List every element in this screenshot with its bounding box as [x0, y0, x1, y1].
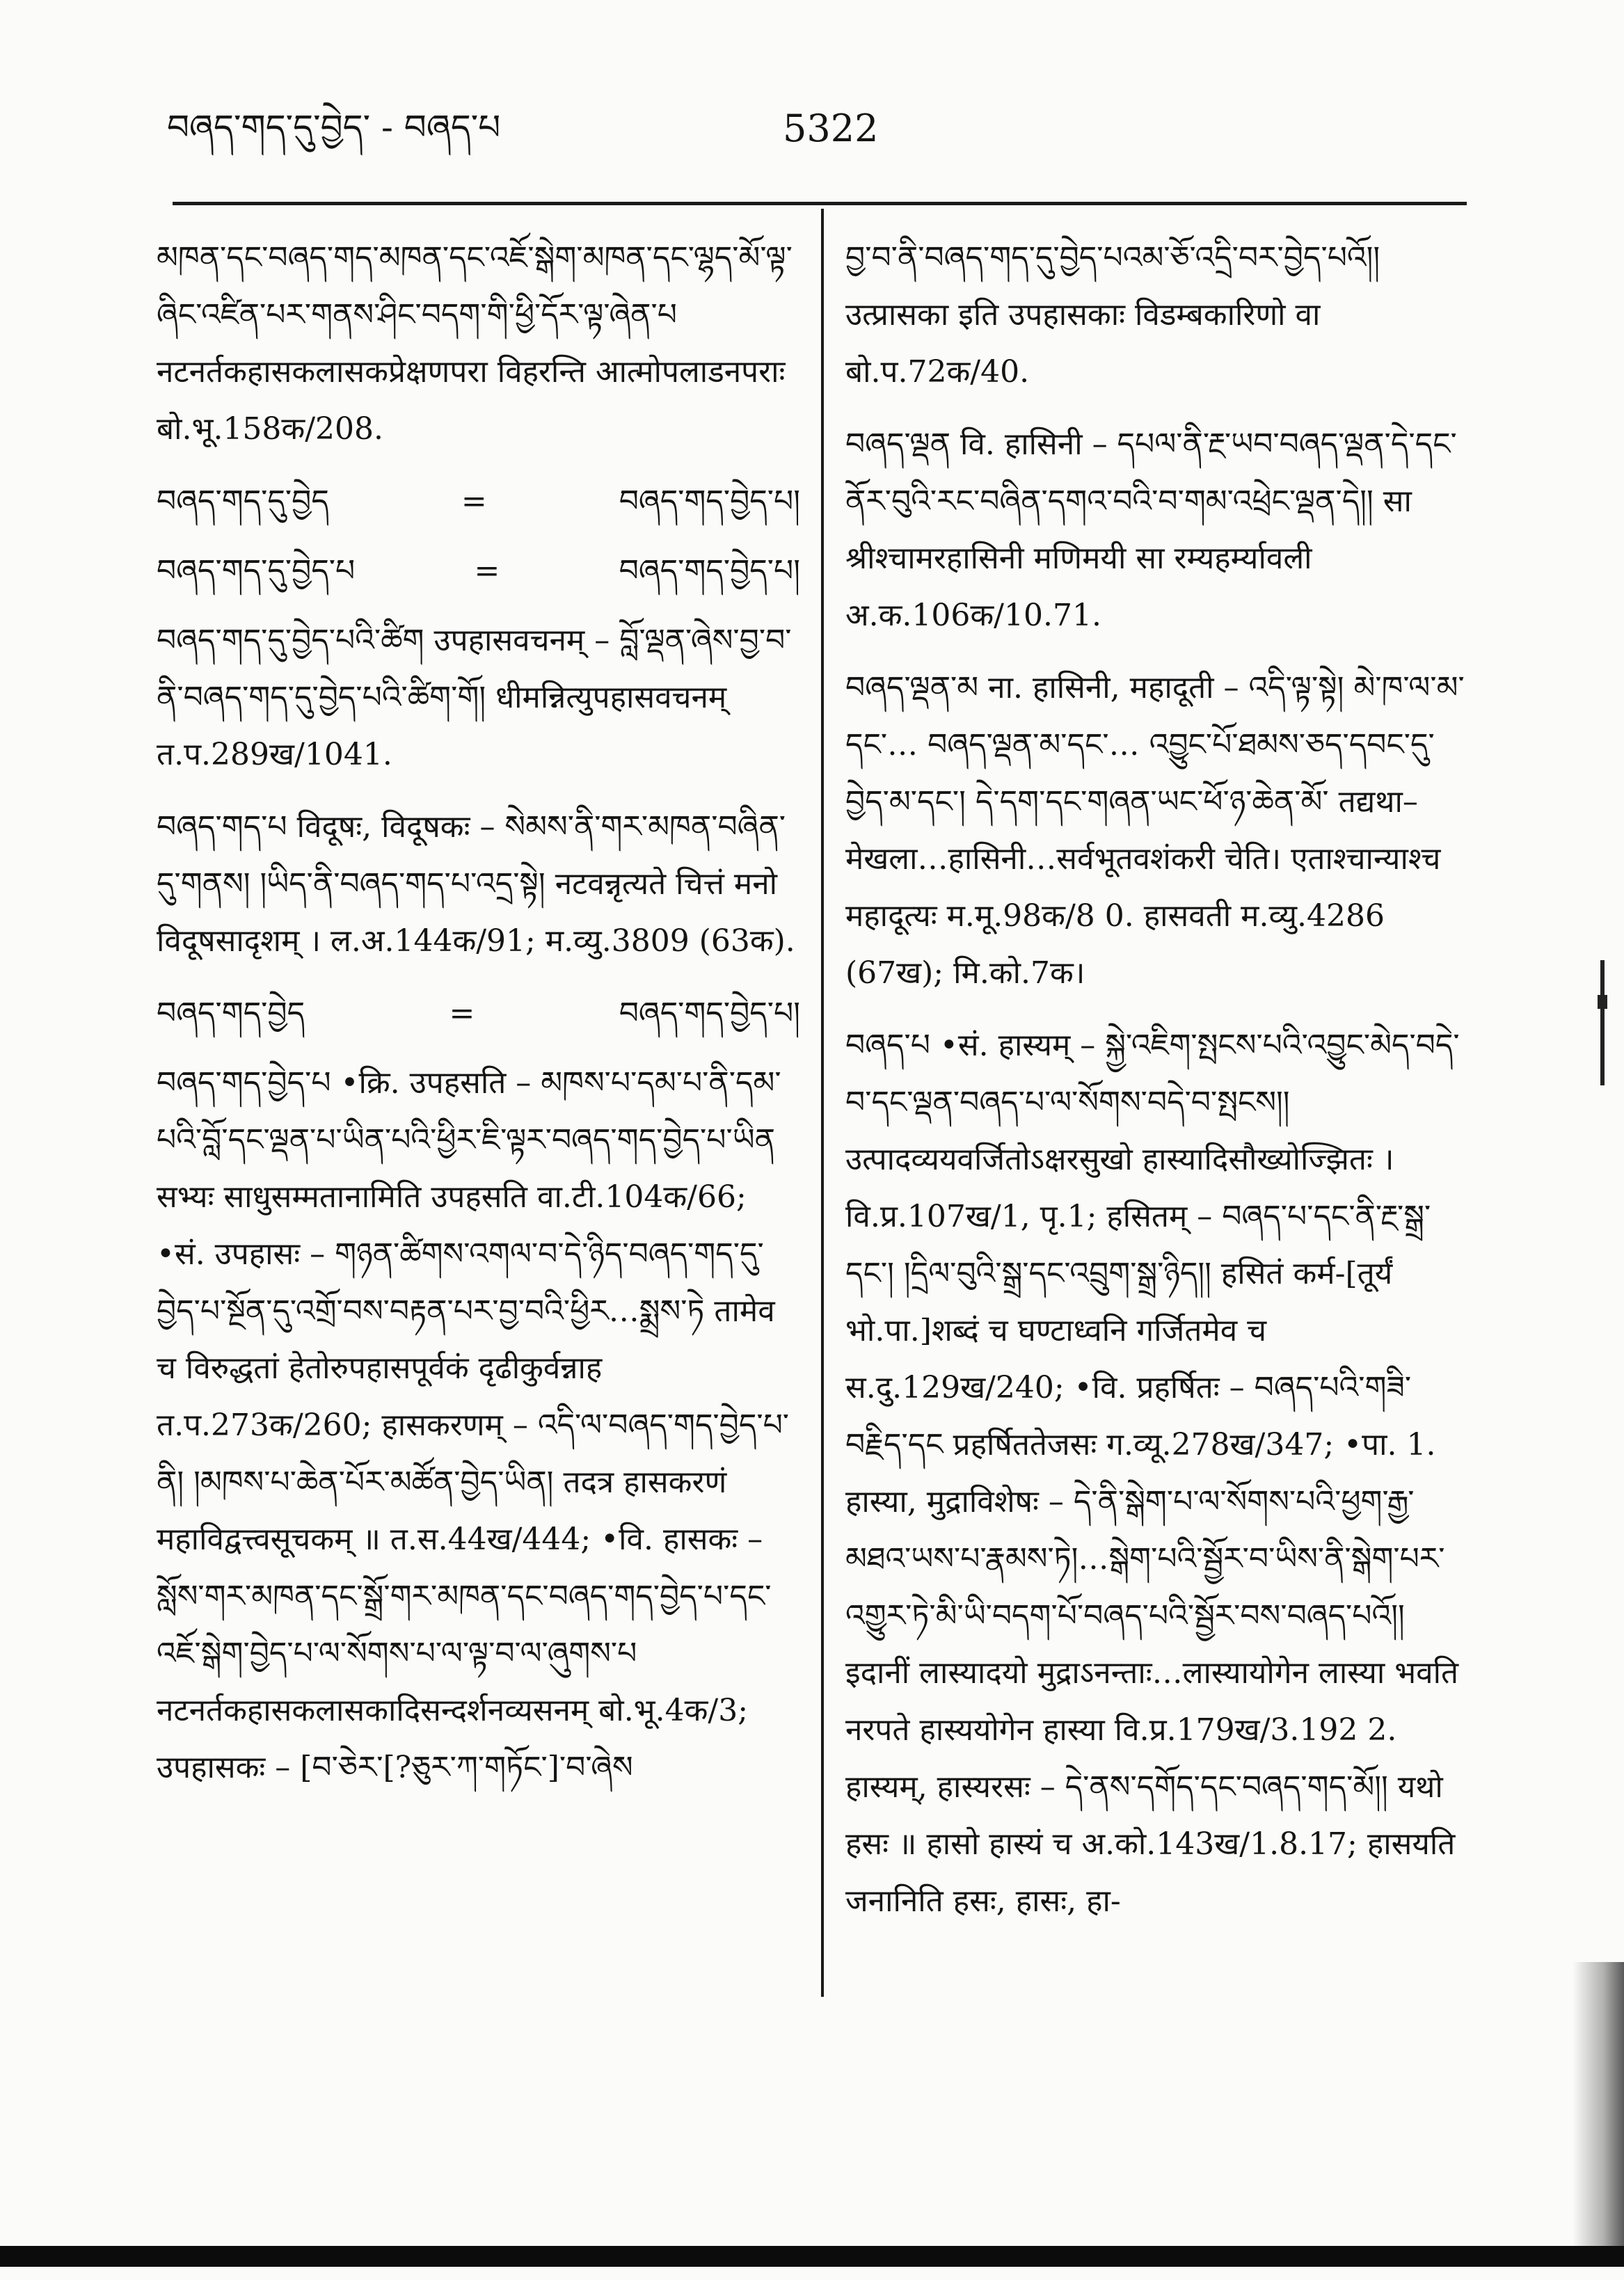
right-column: [845, 230, 1468, 1945]
entry-text: བཞད་གད་པ विदूषः, विदूषकः – སེམས་ནི་གར་མཁན་བཞིན་དུ་གནས། །ཡིད་ནི་བཞད་གད་པ་འདྲ་སྟེ། नटवन्नृत्यते चित्तं मनो विदूषसादृशम् । ल.अ.144क/91; म.व्यु.3809 (63क).: [157, 809, 795, 959]
headword: བཞད་གད་བྱེད: [157, 996, 305, 1031]
header-rule: [173, 202, 1467, 205]
page-number: 5322: [783, 106, 879, 150]
entry-text: བཞད་གད་དུ་བྱེད་པའི་ཚིག उपहासवचनम् – བློ་ལྡན་ཞེས་བྱ་བ་ནི་བཞད་གད་དུ་བྱེད་པའི་ཚིག་གོ། धीमन्नित्युपहासवचनम् त.प.289ख/1041.: [157, 623, 792, 772]
entry: [157, 799, 800, 970]
entry: [157, 1055, 800, 1796]
entry-text: བྱ་བ་ནི་བཞད་གད་དུ་བྱེད་པའམ་ཅོ་འདྲི་བར་བྱེད་པའོ།། उत्प्रासका इति उपहासकाः विडम्बकारिणो वा बो.प.72क/40.: [845, 240, 1380, 390]
cross-reference: [157, 985, 800, 1042]
entry: [845, 1017, 1468, 1930]
equals-sign: =: [461, 484, 487, 519]
entry: [157, 612, 800, 783]
cross-reference: [157, 543, 800, 600]
entry: [845, 416, 1468, 644]
referenced-term: བཞད་གད་བྱེད་པ།: [619, 996, 800, 1031]
scan-bottom-bar: [0, 2246, 1624, 2267]
scan-edge-mark: [1598, 995, 1607, 1009]
entry: [157, 230, 800, 458]
entry-text: མཁན་དང་བཞད་གད་མཁན་དང་འཇོ་སྒེག་མཁན་དང་ལྷད་མོ་ལྟ་ཞིང་འཛིན་པར་གནས་ཤིང་བདག་གི་ཕྱི་དོར་ལྟ་ཞེན་པ नटनर्तकहासकलासकप्रेक्षणपरा विहरन्ति आत्मोपलाडनपराः बो.भू.158क/208.: [157, 240, 793, 447]
left-column: [157, 230, 800, 1812]
entry: [845, 230, 1468, 401]
equals-sign: =: [449, 996, 475, 1031]
running-head: བཞད་གད་དུ་བྱེད་ - བཞད་པ: [167, 107, 501, 148]
equals-sign: =: [474, 553, 500, 589]
cross-reference: [157, 473, 800, 530]
column-divider: [821, 209, 824, 1997]
referenced-term: བཞད་གད་བྱེད་པ།: [619, 484, 800, 519]
entry-text: བཞད་ལྡན་མ ना. हासिनी, महादूती – འདི་ལྟ་སྟེ། མེ་ཁ་ལ་མ་དང་… བཞད་ལྡན་མ་དང་… འབྱུང་པོ་ཐམས་ཅད་དབང་དུ་བྱེད་མ་དང་། དེ་དག་དང་གཞན་ཡང་ཕོ་ཉ་ཆེན་མོ་ तद्यथा–मेखला…हासिनी…सर्वभूतवशंकरी चेति। एताश्चान्याश्च महादूत्यः म.मू.98क/8 0. हासवती म.व्यु.4286 (67ख); मि.को.7क।: [845, 670, 1465, 991]
headword: བཞད་གད་དུ་བྱེད་པ: [157, 553, 356, 589]
headword: བཞད་གད་དུ་བྱེད: [157, 484, 329, 519]
entry-text: བཞད་ལྡན वि. हासिनी – དཔལ་ནི་རྔ་ཡབ་བཞད་ལྡན་དེ་དང་ནོར་བུའི་རང་བཞིན་དགའ་བའི་བ་གམ་འཕྲེང་ལྡན་དེ།། सा श्रीश्चामरहासिनी मणिमयी सा रम्यहर्म्यावली अ.क.106क/10.71.: [845, 426, 1457, 633]
referenced-term: བཞད་གད་བྱེད་པ།: [619, 553, 800, 589]
entry-text: བཞད་པ •सं. हास्यम् – སྐྱེ་འཇིག་སྤངས་པའི་འབྱུང་མེད་བདེ་བ་དང་ལྡན་བཞད་པ་ལ་སོགས་བདེ་བ་སྤངས།། उत्पादव्ययवर्जितोऽक्षरसुखो हास्यादिसौख्योज्झितः । वि.प्र.107ख/1, पृ.1; हसितम् – བཞད་པ་དང་ནི་རྔ་སྒྲ་དང་། །དྲིལ་བུའི་སྒྲ་དང་འབྲུག་སྒྲ་ཉིད།། हसितं कर्म-[तूर्यं भो.पा.]शब्दं च घण्टाध्वनि गर्जितमेव च स.दु.129ख/240; •वि. प्रहर्षितः – བཞད་པའི་གཟི་བརྗིད་དང प्रहर्षिततेजसः ग.व्यू.278ख/347; •पा. 1. हास्या, मुद्राविशेषः – དེ་ནི་སྒེག་པ་ལ་སོགས་པའི་ཕྱག་རྒྱ་མཐའ་ཡས་པ་རྣམས་ཏེ།…སྒེག་པའི་སྦྱོར་བ་ཡིས་ནི་སྒེག་པར་འགྱུར་ཏེ་མི་ཡི་བདག་པོ་བཞད་པའི་སྦྱོར་བས་བཞད་པའོ།། इदानीं लास्यादयो मुद्राऽनन्ताः…लास्यायोगेन लास्या भवति नरपते हास्ययोगेन हास्या वि.प्र.179ख/3.192 2. हास्यम्, हास्यरसः – དེ་ནས་དགོད་དང་བཞད་གད་མོ།། यथो हसः ॥ हासो हास्यं च अ.को.143ख/1.8.17; हासयति जनानिति हसः, हासः, हा-: [845, 1028, 1460, 1919]
entry: [845, 660, 1468, 1002]
entry-text: བཞད་གད་བྱེད་པ •क्रि. उपहसति – མཁས་པ་དམ་པ་ནི་དམ་པའི་བློ་དང་ལྡན་པ་ཡིན་པའི་ཕྱིར་ཇི་ལྟར་བཞད་གད་བྱེད་པ་ཡིན सभ्यः साधुसम्मतानामिति उपहसति वा.टी.104क/66; •सं. उपहासः – གཉན་ཚིགས་འགལ་བ་དེ་ཉིད་བཞད་གད་དུ་བྱེད་པ་སྔོན་དུ་འགྲོ་བས་བརྟན་པར་བྱ་བའི་ཕྱིར…སྨྲས་ཏེ तामेव च विरुद्धतां हेतोरुपहासपूर्वकं दृढीकुर्वन्नाह त.प.273क/260; हासकरणम् – འདི་ལ་བཞད་གད་བྱེད་པ་ནི། །མཁས་པ་ཆེན་པོར་མཚོན་བྱེད་ཡིན། तदत्र हासकरणं महाविद्वत्त्वसूचकम् ॥ त.स.44ख/444; •वि. हासकः – སློས་གར་མཁན་དང་སྒྲོ་གར་མཁན་དང་བཞད་གད་བྱེད་པ་དང་འཇོ་སྒེག་བྱེད་པ་ལ་སོགས་པ་ལ་ལྟ་བ་ལ་ཞུགས་པ नटनर्तकहासकलासकादिसन्दर्शनव्यसनम् बो.भू.4क/3; उपहासकः – [བ་ཅེར་[?ཅུར་ཀ་གཏོང་]་བ་ཞེས: [157, 1065, 790, 1785]
scan-edge-shadow: [1573, 1962, 1624, 2247]
scan-edge-mark: [1600, 960, 1605, 1085]
